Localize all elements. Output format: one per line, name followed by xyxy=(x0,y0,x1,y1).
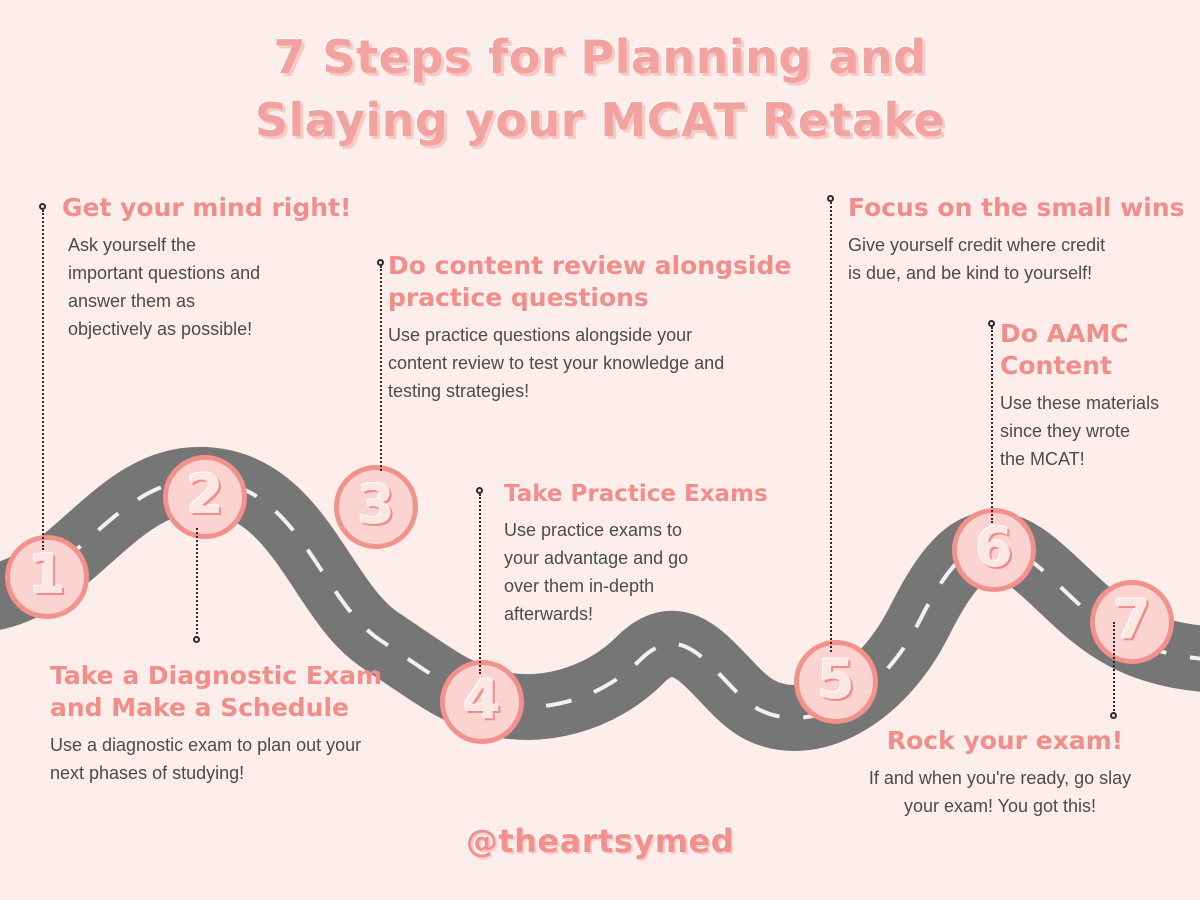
callout-step-4 xyxy=(504,480,804,629)
callout-body-1: Ask yourself the important questions and answer them as objectively as possible! xyxy=(68,235,261,339)
callout-heading-2: Take a Diagnostic Exam and Make a Schedule xyxy=(50,661,382,722)
callout-step-7 xyxy=(855,725,1155,821)
leader-line-7 xyxy=(1113,622,1115,714)
callout-step-1 xyxy=(62,192,362,344)
step-number-6: 6 xyxy=(975,516,1013,579)
callout-step-6 xyxy=(1000,318,1185,474)
leader-dot-2 xyxy=(193,636,200,643)
leader-line-6 xyxy=(991,327,993,523)
title-line-2: Slaying your MCAT Retake xyxy=(254,93,946,148)
step-number-5: 5 xyxy=(817,648,855,711)
leader-dot-5 xyxy=(827,195,834,202)
callout-heading-6: Do AAMC Content xyxy=(1000,319,1129,380)
callout-body-4: Use practice exams to your advantage and go over them in-depth afterwards! xyxy=(504,520,689,625)
callout-body-7: If and when you're ready, go slay your exam! You got this! xyxy=(868,768,1132,816)
leader-line-1 xyxy=(42,210,44,550)
step-number-3: 3 xyxy=(357,473,395,536)
leader-dot-1 xyxy=(39,203,46,210)
step-marker-3[interactable] xyxy=(334,465,418,549)
leader-dot-3 xyxy=(377,259,384,266)
step-marker-7[interactable] xyxy=(1090,580,1174,664)
step-marker-1[interactable] xyxy=(5,535,89,619)
callout-heading-3: Do content review alongside practice questions xyxy=(388,251,792,312)
callout-body-5: Give yourself credit where credit is due, and be kind to yourself! xyxy=(848,235,1106,283)
callout-heading-7: Rock your exam! xyxy=(886,726,1124,755)
leader-dot-6 xyxy=(988,320,995,327)
title-line-1: 7 Steps for Planning and xyxy=(273,30,927,84)
step-number-4: 4 xyxy=(463,668,501,731)
callout-body-2: Use a diagnostic exam to plan out your next phases of studying! xyxy=(50,735,362,783)
step-marker-6[interactable] xyxy=(952,508,1036,592)
leader-dot-4 xyxy=(476,487,483,494)
callout-body-6: Use these materials since they wrote the MCAT! xyxy=(1000,393,1160,469)
callout-heading-5: Focus on the small wins xyxy=(848,193,1185,222)
step-number-7: 7 xyxy=(1113,588,1151,651)
step-number-1: 1 xyxy=(28,543,66,606)
leader-line-4 xyxy=(479,494,481,674)
callout-body-3: Use practice questions alongside your content review to test your knowledge and testing strategies! xyxy=(388,325,725,401)
leader-line-2 xyxy=(196,528,198,638)
callout-step-5 xyxy=(848,192,1188,288)
step-marker-4[interactable] xyxy=(440,660,524,744)
step-marker-2[interactable] xyxy=(163,455,247,539)
callout-step-2 xyxy=(50,660,400,788)
leader-dot-7 xyxy=(1110,712,1117,719)
social-handle: @theartsymed xyxy=(465,822,735,860)
callout-step-3 xyxy=(388,250,798,406)
step-number-2: 2 xyxy=(186,463,224,526)
callout-heading-4: Take Practice Exams xyxy=(504,481,768,507)
leader-line-5 xyxy=(830,202,832,652)
callout-heading-1: Get your mind right! xyxy=(62,193,352,222)
step-marker-5[interactable] xyxy=(794,640,878,724)
leader-line-3 xyxy=(380,266,382,471)
